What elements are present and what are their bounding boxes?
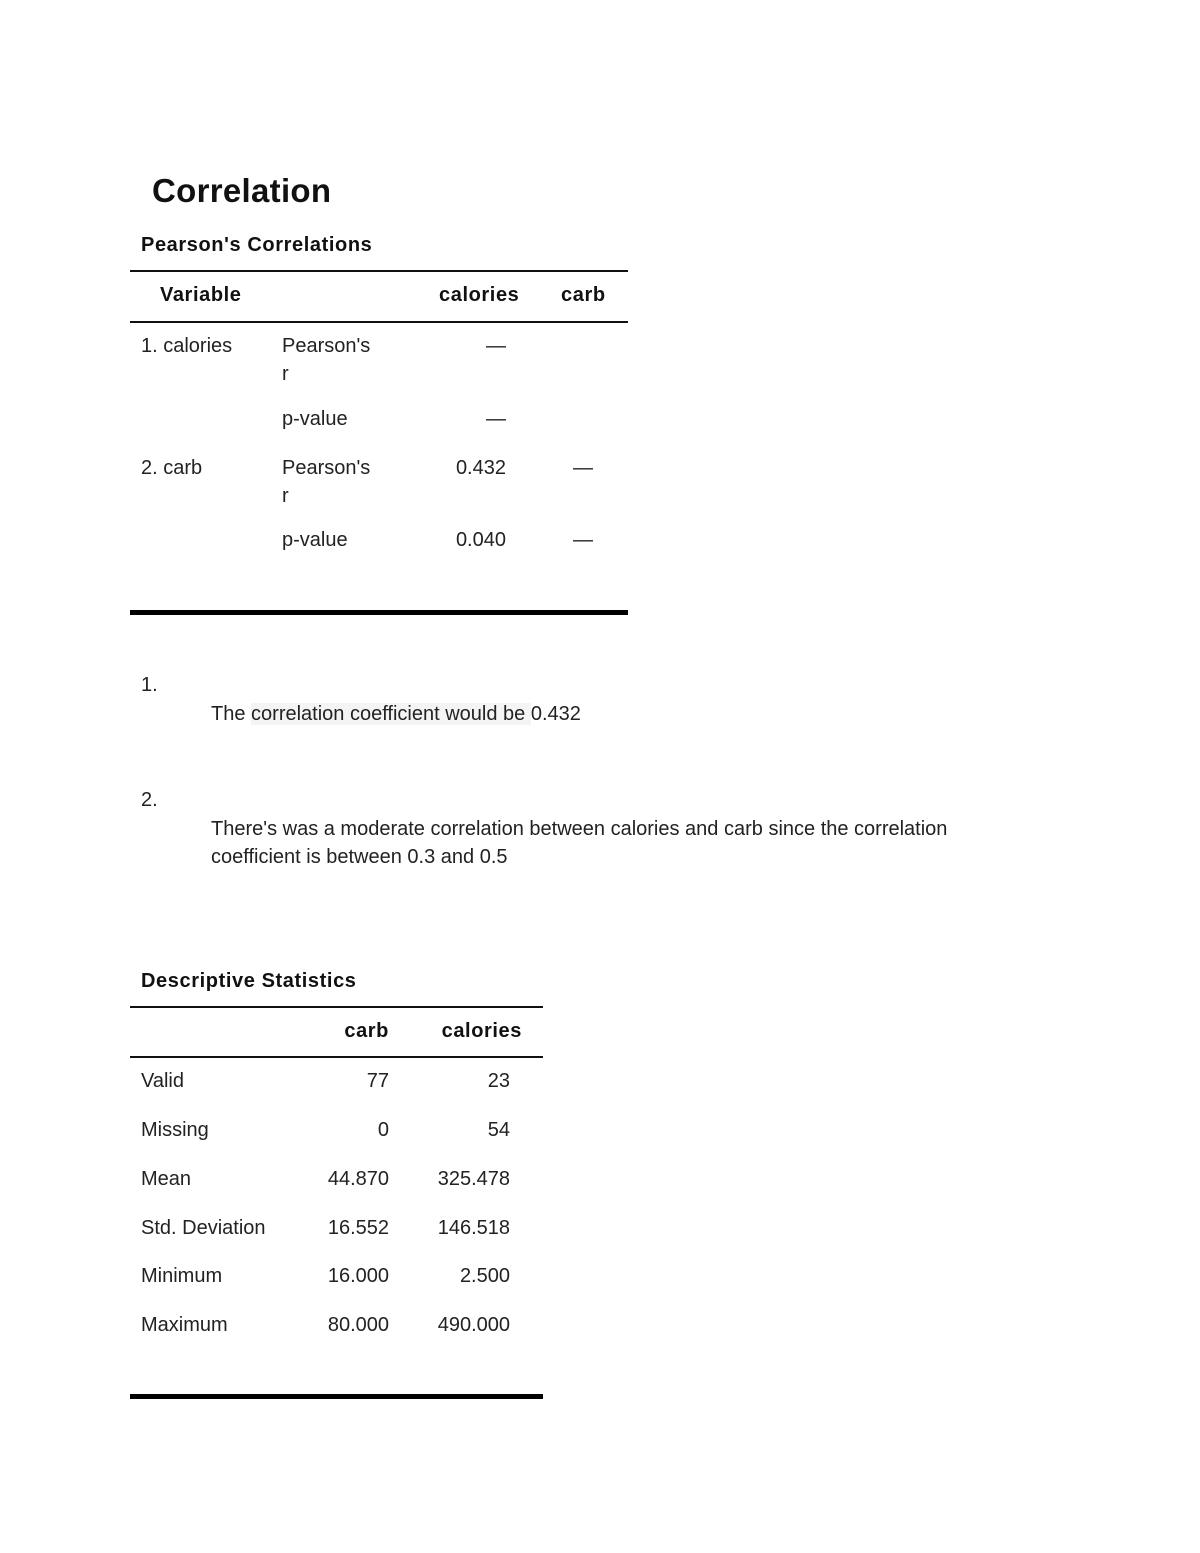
correlations-row-stat: Pearson's [282,457,371,479]
descriptives-cell-carb: 16.552 [327,1217,389,1239]
descriptives-cell-calories: 490.000 [437,1314,510,1336]
answer-text-prefix: The [211,703,252,725]
correlations-row-stat-cont: r [282,485,289,507]
descriptives-header-rule [130,1056,543,1058]
answer-number: 2. [141,789,158,811]
correlations-cell-carb: — [573,529,593,551]
correlations-row-stat-cont: r [282,363,289,385]
correlations-row-variable: 2. carb [141,457,203,479]
correlations-table-title: Pearson's Correlations [141,234,373,256]
correlations-cell-carb: — [573,457,593,479]
descriptives-row-label: Missing [141,1119,209,1141]
correlations-header-variable: Variable [160,284,242,306]
answer-number: 1. [141,674,158,696]
descriptives-bottom-rule [130,1394,543,1399]
descriptives-row-label: Minimum [141,1265,223,1287]
correlations-cell-calories: 0.040 [455,529,506,551]
descriptives-cell-calories: 325.478 [437,1168,510,1190]
correlations-header-carb: carb [561,284,606,306]
descriptives-row-label: Maximum [141,1314,228,1336]
descriptives-row-label: Valid [141,1070,184,1092]
descriptives-header-carb: carb [344,1020,389,1042]
descriptives-cell-carb: 16.000 [327,1265,389,1287]
descriptives-cell-calories: 146.518 [437,1217,510,1239]
descriptives-table-title: Descriptive Statistics [141,970,357,992]
correlations-row-variable: 1. calories [141,335,233,357]
descriptives-row-label: Std. Deviation [141,1217,266,1239]
descriptives-row-label: Mean [141,1168,192,1190]
correlations-cell-calories: 0.432 [455,457,506,479]
correlations-cell-calories: — [486,335,506,357]
descriptives-cell-carb: 80.000 [327,1314,389,1336]
descriptives-cell-calories: 23 [487,1070,510,1092]
correlations-row-stat: p-value [282,408,348,430]
correlations-row-stat: Pearson's [282,335,371,357]
correlations-header-rule [130,321,628,323]
descriptives-cell-carb: 77 [366,1070,389,1092]
descriptives-top-rule [130,1006,543,1008]
descriptives-header-calories: calories [441,1020,522,1042]
descriptives-cell-carb: 44.870 [327,1168,389,1190]
correlations-top-rule [130,270,628,272]
descriptives-cell-carb: 0 [377,1119,389,1141]
correlations-cell-calories: — [486,408,506,430]
descriptives-cell-calories: 2.500 [459,1265,510,1287]
answer-text [211,700,581,729]
answer-text-line: There's was a moderate correlation between calories and carb since the correlation [211,818,948,840]
correlations-bottom-rule [130,610,628,615]
answer-text-line: coefficient is between 0.3 and 0.5 [211,846,508,868]
descriptives-cell-calories: 54 [487,1119,510,1141]
correlations-header-calories: calories [439,284,520,306]
answer-text-suffix: 0.432 [530,703,581,725]
page-title: Correlation [152,172,332,209]
correlations-row-stat: p-value [282,529,348,551]
answer-text-highlight: correlation coefficient would be [251,703,531,725]
